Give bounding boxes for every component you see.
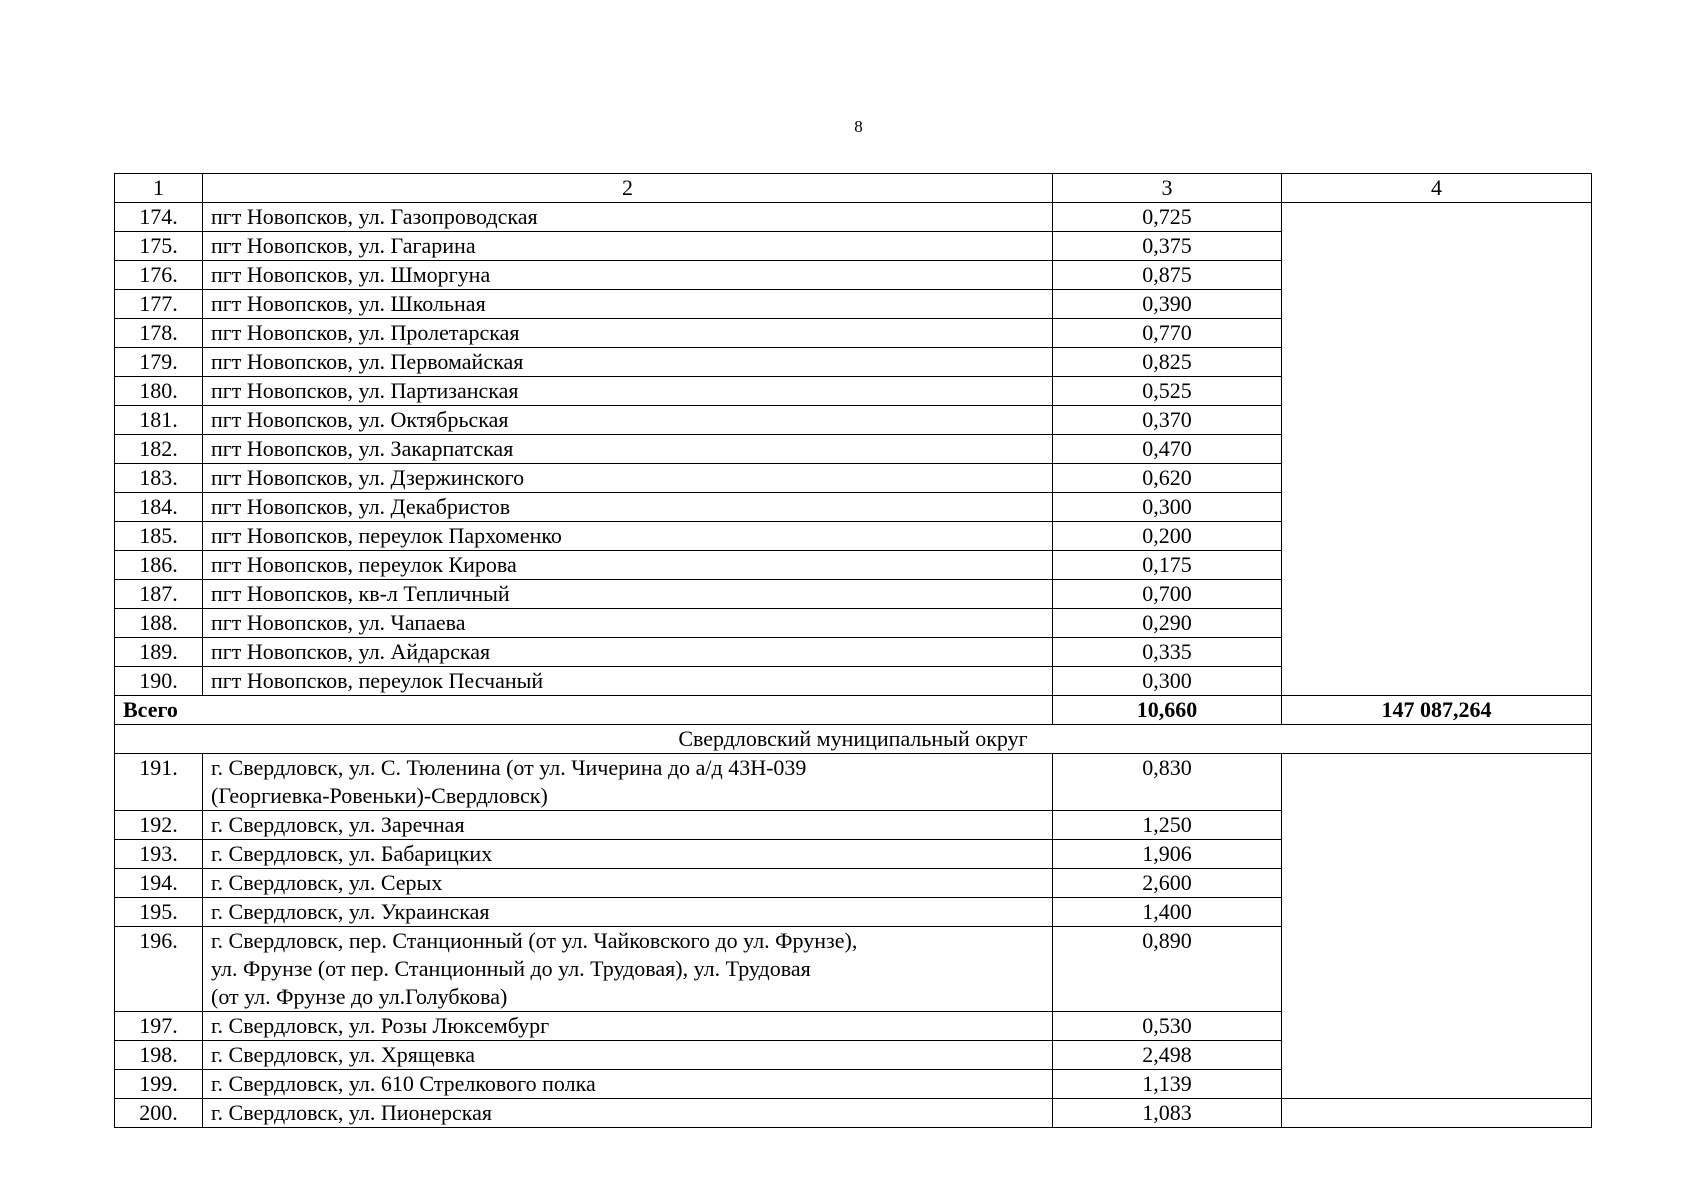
row-number: 196. — [115, 927, 203, 1012]
total-label: Всего — [115, 696, 1053, 725]
row-number: 183. — [115, 464, 203, 493]
length-km: 0,700 — [1053, 580, 1282, 609]
row-number: 193. — [115, 840, 203, 869]
row-number: 175. — [115, 232, 203, 261]
row-number: 191. — [115, 754, 203, 811]
total-length: 10,660 — [1053, 696, 1282, 725]
street-name: г. Свердловск, ул. Пионерская — [203, 1099, 1053, 1128]
length-km: 1,139 — [1053, 1070, 1282, 1099]
length-km: 2,498 — [1053, 1041, 1282, 1070]
length-km: 0,300 — [1053, 667, 1282, 696]
row-number: 195. — [115, 898, 203, 927]
length-km: 0,890 — [1053, 927, 1282, 1012]
length-km: 0,290 — [1053, 609, 1282, 638]
row-number: 198. — [115, 1041, 203, 1070]
length-km: 0,175 — [1053, 551, 1282, 580]
street-line: ул. Фрунзе (от пер. Станционный до ул. Трудовая), ул. Трудовая — [211, 956, 811, 981]
street-line: г. Свердловск, ул. Хрящевка — [211, 1042, 476, 1067]
section-title: Свердловский муниципальный округ — [115, 725, 1592, 754]
total-amount: 147 087,264 — [1282, 696, 1592, 725]
street-name: пгт Новопсков, ул. Школьная — [203, 290, 1053, 319]
street-line: г. Свердловск, ул. Серых — [211, 870, 443, 895]
row-number: 181. — [115, 406, 203, 435]
length-km: 0,525 — [1053, 377, 1282, 406]
continued-amount-cell — [1282, 1099, 1592, 1128]
table-row — [115, 1099, 1592, 1128]
merged-amount-cell — [1282, 203, 1592, 696]
street-name: пгт Новопсков, ул. Шморгуна — [203, 261, 1053, 290]
row-number: 174. — [115, 203, 203, 232]
row-number: 197. — [115, 1012, 203, 1041]
table-row — [115, 203, 1592, 232]
street-line: г. Свердловск, ул. Украинская — [211, 899, 490, 924]
column-header: 4 — [1282, 174, 1592, 203]
length-km: 0,200 — [1053, 522, 1282, 551]
column-header: 1 — [115, 174, 203, 203]
row-number: 194. — [115, 869, 203, 898]
street-name — [203, 840, 1053, 869]
roads-table — [114, 173, 1592, 1128]
length-km: 1,400 — [1053, 898, 1282, 927]
length-km: 0,830 — [1053, 754, 1282, 811]
street-line: (Георгиевка-Ровеньки)-Свердловск) — [211, 783, 548, 808]
street-name: пгт Новопсков, ул. Айдарская — [203, 638, 1053, 667]
street-line: г. Свердловск, пер. Станционный (от ул. Чайковского до ул. Фрунзе), — [211, 928, 858, 953]
length-km: 1,083 — [1053, 1099, 1282, 1128]
street-name: пгт Новопсков, ул. Гагарина — [203, 232, 1053, 261]
row-number: 186. — [115, 551, 203, 580]
street-name: пгт Новопсков, ул. Октябрьская — [203, 406, 1053, 435]
length-km: 0,370 — [1053, 406, 1282, 435]
street-name — [203, 754, 1053, 811]
length-km: 0,300 — [1053, 493, 1282, 522]
street-name: пгт Новопсков, переулок Песчаный — [203, 667, 1053, 696]
page-number: 8 — [854, 117, 863, 136]
length-km: 0,825 — [1053, 348, 1282, 377]
street-name: пгт Новопсков, ул. Газопроводская — [203, 203, 1053, 232]
row-number: 188. — [115, 609, 203, 638]
column-header: 3 — [1053, 174, 1282, 203]
street-name: пгт Новопсков, ул. Чапаева — [203, 609, 1053, 638]
row-number: 189. — [115, 638, 203, 667]
street-line: г. Свердловск, ул. С. Тюленина (от ул. Чичерина до а/д 43Н-039 — [211, 755, 807, 780]
street-name: пгт Новопсков, ул. Пролетарская — [203, 319, 1053, 348]
row-number: 187. — [115, 580, 203, 609]
street-name — [203, 1041, 1053, 1070]
street-name — [203, 1012, 1053, 1041]
length-km: 2,600 — [1053, 869, 1282, 898]
length-km: 0,470 — [1053, 435, 1282, 464]
length-km: 0,530 — [1053, 1012, 1282, 1041]
street-name: пгт Новопсков, ул. Дзержинского — [203, 464, 1053, 493]
street-name: пгт Новопсков, переулок Кирова — [203, 551, 1053, 580]
street-line: г. Свердловск, ул. 610 Стрелкового полка — [211, 1071, 596, 1096]
merged-amount-cell — [1282, 754, 1592, 1099]
length-km: 0,770 — [1053, 319, 1282, 348]
street-name: пгт Новопсков, ул. Закарпатская — [203, 435, 1053, 464]
row-number: 180. — [115, 377, 203, 406]
row-number: 192. — [115, 811, 203, 840]
row-number: 178. — [115, 319, 203, 348]
section-header-row — [115, 725, 1592, 754]
street-line: г. Свердловск, ул. Розы Люксембург — [211, 1013, 550, 1038]
length-km: 0,335 — [1053, 638, 1282, 667]
length-km: 0,725 — [1053, 203, 1282, 232]
length-km: 1,906 — [1053, 840, 1282, 869]
street-name: пгт Новопсков, кв-л Тепличный — [203, 580, 1053, 609]
street-name — [203, 927, 1053, 1012]
row-number: 179. — [115, 348, 203, 377]
street-name: пгт Новопсков, переулок Пархоменко — [203, 522, 1053, 551]
length-km: 1,250 — [1053, 811, 1282, 840]
column-number-row — [115, 174, 1592, 203]
total-row — [115, 696, 1592, 725]
row-number: 176. — [115, 261, 203, 290]
row-number: 199. — [115, 1070, 203, 1099]
street-line: г. Свердловск, ул. Бабарицких — [211, 841, 493, 866]
street-name — [203, 811, 1053, 840]
street-name: пгт Новопсков, ул. Декабристов — [203, 493, 1053, 522]
row-number: 184. — [115, 493, 203, 522]
street-name — [203, 1070, 1053, 1099]
length-km: 0,390 — [1053, 290, 1282, 319]
row-number: 185. — [115, 522, 203, 551]
street-name: пгт Новопсков, ул. Партизанская — [203, 377, 1053, 406]
table-row — [115, 754, 1592, 811]
street-name — [203, 869, 1053, 898]
length-km: 0,375 — [1053, 232, 1282, 261]
column-header: 2 — [203, 174, 1053, 203]
row-number: 177. — [115, 290, 203, 319]
row-number: 182. — [115, 435, 203, 464]
street-name: пгт Новопсков, ул. Первомайская — [203, 348, 1053, 377]
row-number: 190. — [115, 667, 203, 696]
street-line: г. Свердловск, ул. Заречная — [211, 812, 465, 837]
street-line: (от ул. Фрунзе до ул.Голубкова) — [211, 984, 508, 1009]
street-name — [203, 898, 1053, 927]
row-number: 200. — [115, 1099, 203, 1128]
length-km: 0,620 — [1053, 464, 1282, 493]
length-km: 0,875 — [1053, 261, 1282, 290]
